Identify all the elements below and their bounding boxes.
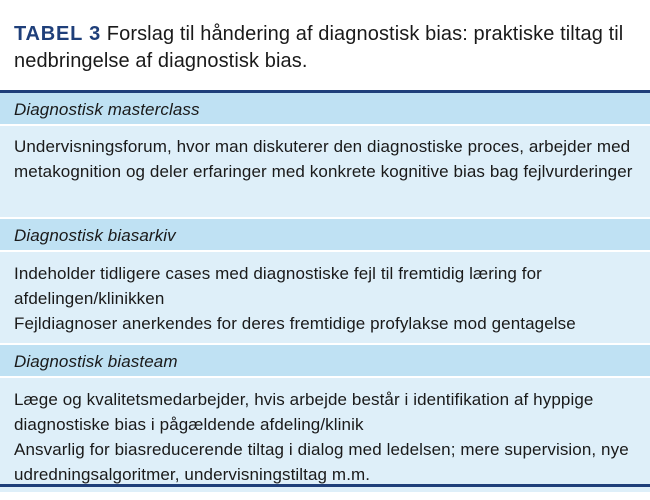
section-paragraph: Indeholder tidligere cases med diagnostiske fejl til fremtidig læring for afdelingen/klinikken [14, 264, 542, 308]
table-label: TABEL 3 [14, 23, 102, 45]
section-body-biasteam [0, 378, 650, 492]
section-body-biasarkiv [0, 252, 650, 343]
section-heading-biasarkiv: Diagnostisk biasarkiv [0, 219, 650, 250]
section-paragraph: Fejldiagnoser anerkendes for deres fremtidige profylakse mod gentagelse [14, 314, 576, 333]
table-title: Forslag til håndering af diagnostisk bias: praktiske tiltag til nedbringelse af diagnostisk bias. [14, 23, 624, 72]
table-body [0, 93, 650, 492]
section-body-masterclass [0, 126, 650, 217]
bottom-rule [0, 484, 650, 487]
section-paragraph: Læge og kvalitetsmedarbejder, hvis arbejde består i identifikation af hyppige diagnostiske bias i pågældende afdeling/klinik [14, 390, 594, 434]
section-heading-biasteam: Diagnostisk biasteam [0, 345, 650, 376]
section-heading-masterclass: Diagnostisk masterclass [0, 93, 650, 124]
section-paragraph: Undervisningsforum, hvor man diskuterer den diagnostiske proces, arbejder med metakognition og deler erfaringer med konkrete kognitive bias bag fejlvurderinger [14, 137, 633, 181]
table-caption [0, 0, 650, 72]
section-paragraph: Ansvarlig for biasreducerende tiltag i dialog med ledelsen; mere supervision, nye udredningsalgoritmer, undervisningstiltag m.m. [14, 440, 629, 484]
